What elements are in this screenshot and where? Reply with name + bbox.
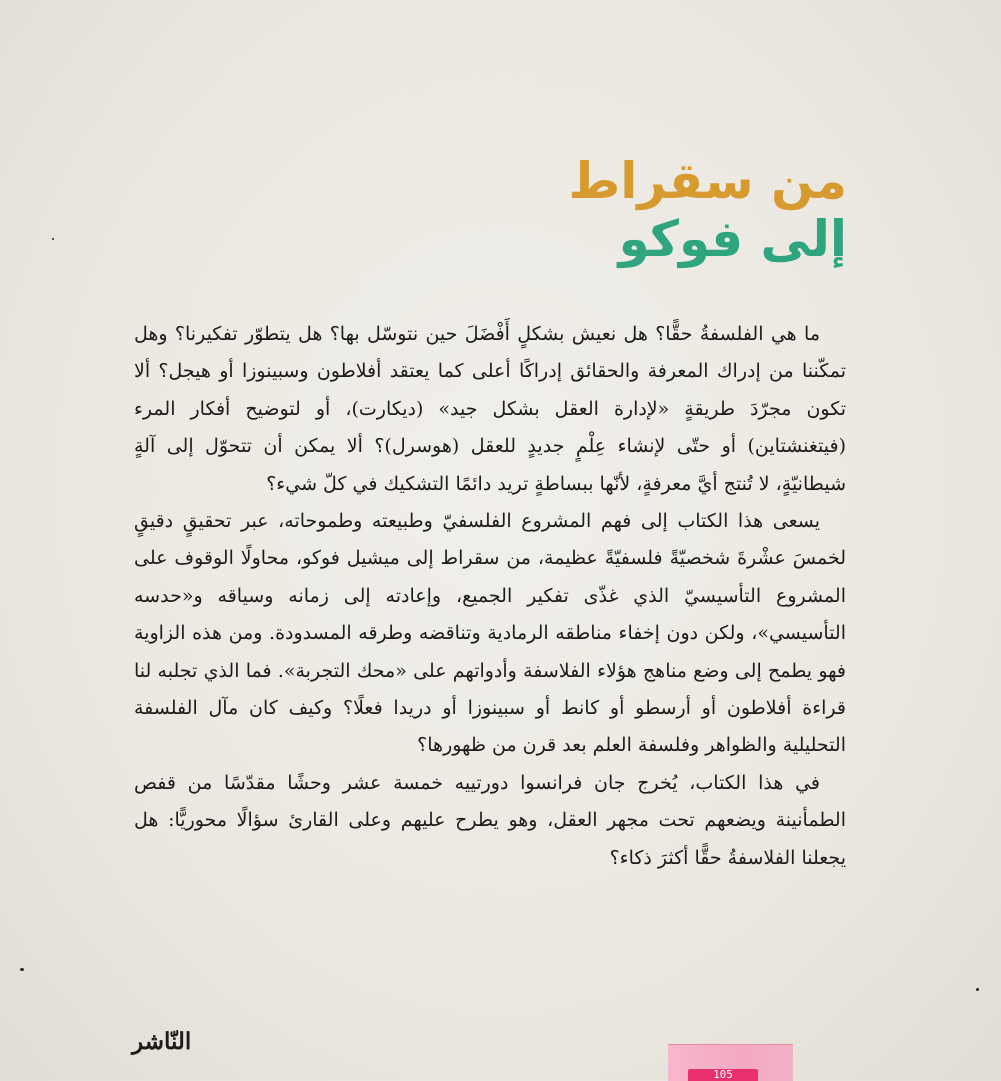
title-line-2: إلى فوكو — [618, 210, 847, 268]
book-title — [467, 152, 847, 268]
price-sticker — [668, 1044, 793, 1081]
blurb-paragraph-2: يسعى هذا الكتاب إلى فهم المشروع الفلسفيّ وطبيعته وطموحاته، عبر تحقيقٍ دقيقٍ لخمسَ عشْرةَ شخصيّةً فلسفيّةً عظيمة، من سقراط إلى ميشيل فوكو، محاولًا الوقوف على المشروع التأسيسيّ الذي غذّى تفكير الجميع، وإعادته إلى زمانه وسياقه و«حدسه التأسيسي»، ولكن دون إخفاء مناطقه الرمادية وتناقضه وطرقه المسدودة. ومن هذه الزاوية فهو يطمح إلى وضع مناهج هؤلاء الفلاسفة وأدواتهم على «محك التجربة». فما الذي تجلبه لنا قراءة أفلاطون أو أرسطو أو كانط أو سبينوزا أو دريدا فعلًا؟ وكيف كان مآل الفلسفة التحليلية والظواهر وفلسفة العلم بعد قرن من ظهورها؟ — [134, 510, 846, 757]
paper-speck — [976, 988, 979, 991]
paper-speck — [52, 238, 54, 240]
paper-speck — [20, 968, 24, 971]
blurb-paragraph-1: ما هي الفلسفةُ حقًّا؟ هل نعيش بشكلٍ أَفْضَلَ حين نتوسّل بها؟ هل يتطوّر تفكيرنا؟ وهل تمكّننا من إدراك المعرفة والحقائق إدراكًا أعلى كما يعتقد أفلاطون وسبينوزا أو هيجل؟ ألا تكون مجرّدَ طريقةٍ «لإدارة العقل بشكل جيد» (ديكارت)، أو لتوضيح أفكار المرء (فيتغنشتاين) أو حتّى لإنشاء عِلْمٍ جديدٍ للعقل (هوسرل)؟ ألا يمكن أن تتحوّل إلى آلةٍ شيطانيّةٍ، لا تُنتج أيَّ معرفةٍ، لأنّها ببساطةٍ تريد دائمًا التشكيك في كلّ شيء؟ — [134, 323, 846, 495]
title-line-1: من سقراط — [568, 152, 847, 210]
blurb-paragraph-3: في هذا الكتاب، يُخرج جان فرانسوا دورتييه خمسة عشر وحشًا مقدّسًا من قفص الطمأنينة ويضعهم تحت مجهر العقل، وهو يطرح عليهم وعلى القارئ سؤالًا محوريًّا: هل يجعلنا الفلاسفةُ حقًّا أكثرَ ذكاء؟ — [134, 771, 846, 869]
price-label: 105 — [688, 1069, 758, 1081]
blurb-text — [134, 316, 846, 877]
publisher-signature: النّاشر — [132, 1028, 192, 1055]
